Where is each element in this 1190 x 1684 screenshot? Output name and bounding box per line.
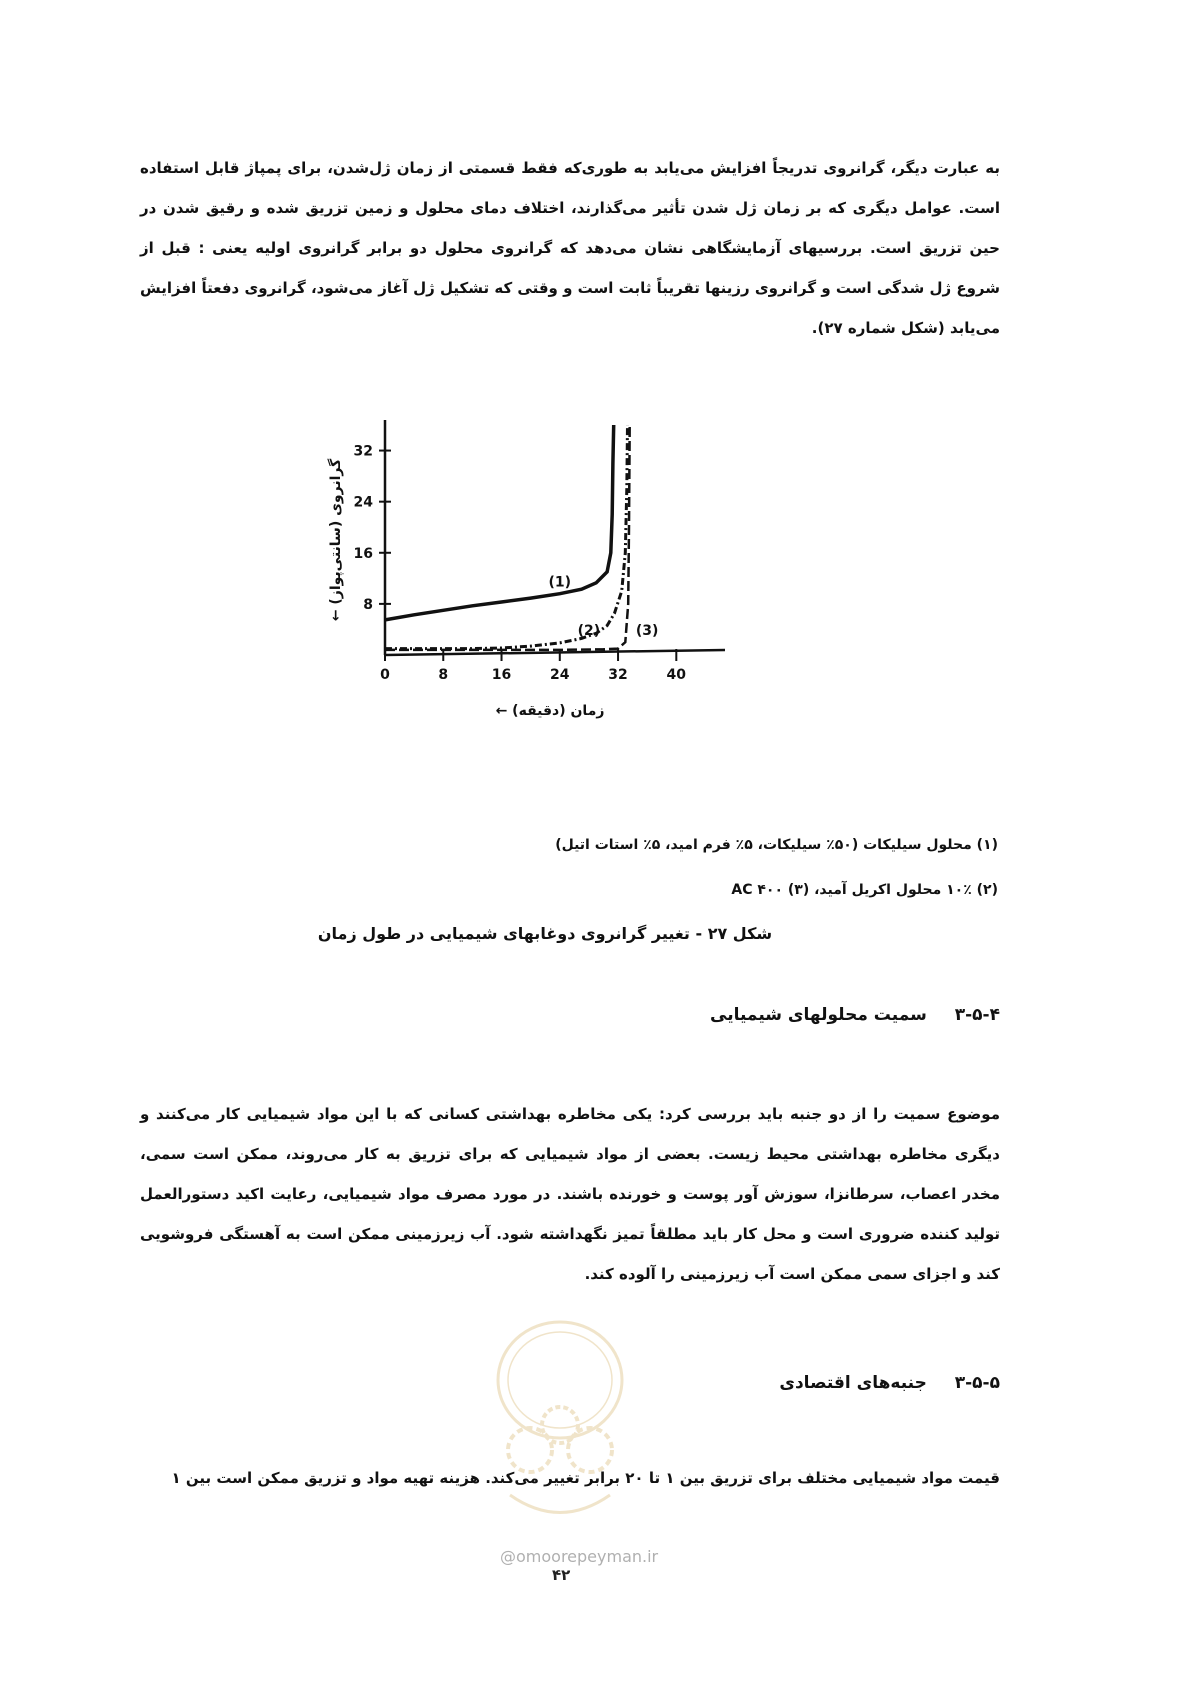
section-number: ۳-۵-۴ (954, 1005, 1000, 1025)
series-label: (2) (577, 623, 601, 640)
toxicity-paragraph: موضوع سمیت را از دو جنبه باید بررسی کرد: یکی مخاطره بهداشتی کسانی که با این مواد شیمیایی کار می‌کنند و دیگری مخاطره بهداشتی محیط زیست. بعضی از مواد شیمیایی که برای تزریق به کار می‌روند، ممکن است سمی، مخدر اعصاب، سرطانزا، سوزش آور پوست و خورنده باشند. در مورد مصرف مواد شیمیایی، رعایت اکید دستورالعمل تولید کننده ضروری است و محل کار باید مطلقاً تمیز نگهداشته شود. آب زیرزمینی ممکن است به آهستگی فروشویی کند و اجزای سمی ممکن است آب زیرزمینی را آلوده کند. (140, 1105, 1000, 1283)
series-1-line (385, 425, 614, 620)
y-tick-label: 24 (353, 494, 373, 511)
series-label: (3) (635, 623, 659, 640)
section-heading-toxicity (710, 1005, 1000, 1025)
section-heading-economic (779, 1373, 1000, 1393)
viscosity-chart (320, 420, 760, 740)
x-axis-title: زمان (دقیقه) ← (495, 703, 605, 719)
x-tick-label: 8 (438, 667, 449, 683)
x-tick-label: 32 (608, 667, 628, 683)
y-tick-label: 32 (353, 443, 373, 460)
figure-caption: شکل ۲۷ - تغییر گرانروی دوغابهای شیمیایی در طول زمان (317, 924, 773, 943)
x-tick-label: 16 (491, 667, 512, 683)
chart-ticks (354, 444, 687, 683)
intro-paragraph: به عبارت دیگر، گرانروی تدریجاً افزایش می‌یابد به طوری‌که فقط قسمتی از زمان ژل‌شدن، برای پمپاژ قابل استفاده است. عوامل دیگری که بر زمان ژل شدن تأثیر می‌گذارند، اختلاف دمای محلول و زمین تزریق شده و رقیق شدن در حین تزریق است. بررسیهای آزمایشگاهی نشان می‌دهد که گرانروی محلول دو برابر گرانروی اولیه یعنی : قبل از شروع ژل شدگی است و گرانروی رزینها تقریباً ثابت است و وقتی که تشکیل ژل آغاز می‌شود، گرانروی دفعتاً افزایش می‌یابد (شکل شماره ۲۷). (140, 159, 1000, 337)
y-axis-title: گرانروی (سانتی‌پواز) ← (328, 458, 344, 622)
page-number: ۴۲ (552, 1566, 571, 1584)
series-3-line (385, 425, 630, 650)
y-tick-label: 8 (363, 596, 373, 613)
figure-legend-line-1: (۱) محلول سیلیکات (۵۰٪ سیلیکات، ۵٪ فرم امید، ۵٪ استات اتیل) (555, 837, 998, 853)
economic-paragraph: قیمت مواد شیمیایی مختلف برای تزریق بین ۱ تا ۲۰ برابر تغییر می‌کند. هزینه تهیه مواد و تزریق ممکن است بین ۱ (171, 1469, 1000, 1487)
chart-series (385, 425, 630, 650)
publisher-watermark-logo (490, 1320, 630, 1530)
section-number: ۳-۵-۵ (954, 1373, 1000, 1393)
x-tick-label: 0 (380, 667, 390, 683)
watermark-url: @omoorepeyman.ir (500, 1547, 659, 1566)
series-label: (1) (548, 574, 572, 591)
x-tick-label: 24 (550, 667, 570, 683)
y-tick-label: 16 (353, 545, 373, 562)
section-title: سمیت محلولهای شیمیایی (710, 1005, 927, 1025)
figure-legend-line-2: (۲) ۱۰٪ محلول اکریل آمید، (۳) AC ۴۰۰ (731, 882, 998, 898)
chart-axes (385, 420, 725, 655)
section-title: جنبه‌های اقتصادی (779, 1373, 927, 1393)
x-tick-label: 40 (666, 667, 687, 683)
